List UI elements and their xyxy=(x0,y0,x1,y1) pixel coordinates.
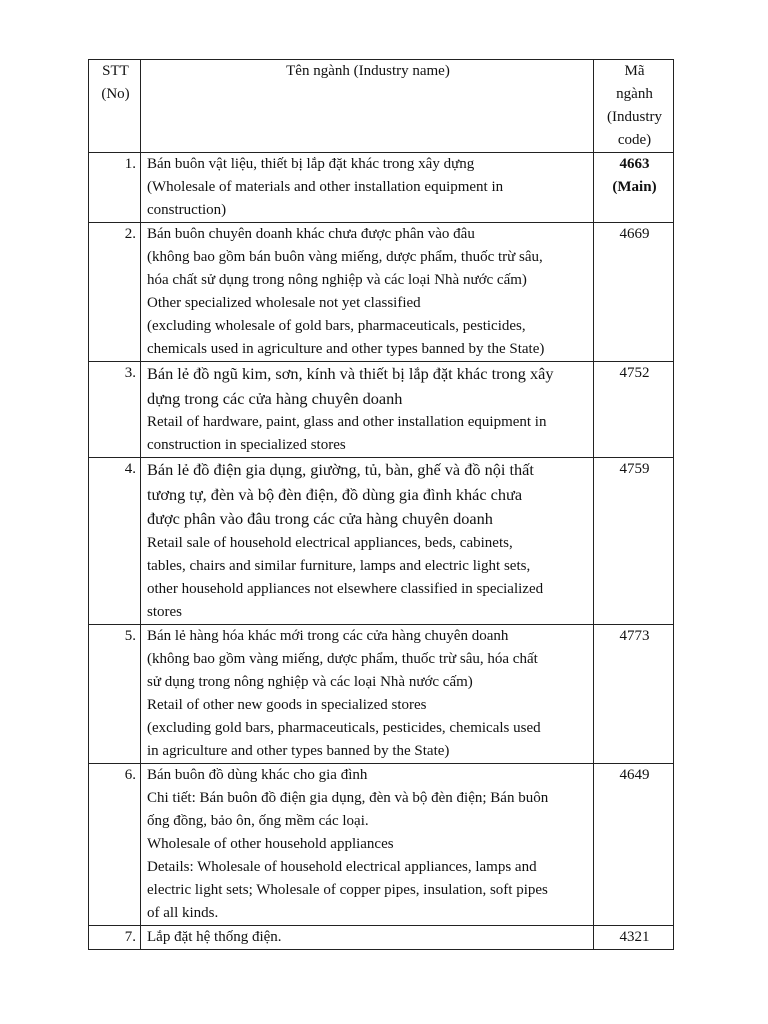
industry-name-cell: Bán buôn chuyên doanh khác chưa được phân vào đâu (không bao gồm bán buôn vàng miếng, dược phẩm, thuốc trừ sâu, hóa chất sử dụng trong nông nghiệp và các loại Nhà nước cấm) Other specialized wholesale not yet classified (excluding wholesale of gold bars, pharmaceuticals, pesticides, chemicals used in agriculture and other types banned by the State) xyxy=(141,223,594,362)
industry-name-cell: Bán buôn đồ dùng khác cho gia đình Chi tiết: Bán buôn đồ điện gia dụng, đèn và bộ đèn điện; Bán buôn ống đồng, bảo ôn, ống mềm các loại. Wholesale of other household appliances Details: Wholesale of household electrical appliances, lamps and electric light sets; Wholesale of copper pipes, insulation, soft pipes of all kinds. xyxy=(141,763,594,925)
row-number: 6. xyxy=(89,763,141,925)
row-number: 4. xyxy=(89,458,141,625)
industry-code-cell: 4773 xyxy=(594,624,674,763)
table-row xyxy=(89,458,674,625)
row-number: 1. xyxy=(89,153,141,223)
industry-code-cell: 4663 (Main) xyxy=(594,153,674,223)
header-industry-code: Mã ngành (Industry code) xyxy=(594,60,674,153)
header-no: STT (No) xyxy=(89,60,141,153)
industry-name-cell: Bán lẻ đồ ngũ kim, sơn, kính và thiết bị lắp đặt khác trong xây dựng trong các cửa hàng chuyên doanh Retail of hardware, paint, glass and other installation equipment in construction in specialized stores xyxy=(141,362,594,458)
table-row xyxy=(89,223,674,362)
industry-name-cell: Bán lẻ hàng hóa khác mới trong các cửa hàng chuyên doanh (không bao gồm vàng miếng, dược phẩm, thuốc trừ sâu, hóa chất sử dụng trong nông nghiệp và các loại Nhà nước cấm) Retail of other new goods in specialized stores (excluding gold bars, pharmaceuticals, pesticides, chemicals used in agriculture and other types banned by the State) xyxy=(141,624,594,763)
row-number: 2. xyxy=(89,223,141,362)
industry-code-cell: 4759 xyxy=(594,458,674,625)
industry-code-cell: 4321 xyxy=(594,925,674,949)
row-number: 5. xyxy=(89,624,141,763)
row-number: 3. xyxy=(89,362,141,458)
industry-name-cell: Bán buôn vật liệu, thiết bị lắp đặt khác trong xây dựng (Wholesale of materials and other installation equipment in construction) xyxy=(141,153,594,223)
table-row xyxy=(89,763,674,925)
table-header-row xyxy=(89,60,674,153)
header-industry-name: Tên ngành (Industry name) xyxy=(141,60,594,153)
row-number: 7. xyxy=(89,925,141,949)
table-row xyxy=(89,925,674,949)
table-row xyxy=(89,624,674,763)
table-row xyxy=(89,362,674,458)
industry-name-cell: Bán lẻ đồ điện gia dụng, giường, tủ, bàn, ghế và đồ nội thất tương tự, đèn và bộ đèn điện, đồ dùng gia đình khác chưa được phân vào đâu trong các cửa hàng chuyên doanh Retail sale of household electrical appliances, beds, cabinets, tables, chairs and similar furniture, lamps and electric light sets, other household appliances not elsewhere classified in specialized stores xyxy=(141,458,594,625)
table-row xyxy=(89,153,674,223)
industry-code-cell: 4669 xyxy=(594,223,674,362)
industry-code-cell: 4649 xyxy=(594,763,674,925)
industry-code-cell: 4752 xyxy=(594,362,674,458)
industry-name-cell: Lắp đặt hệ thống điện. xyxy=(141,925,594,949)
industry-table xyxy=(88,59,674,950)
